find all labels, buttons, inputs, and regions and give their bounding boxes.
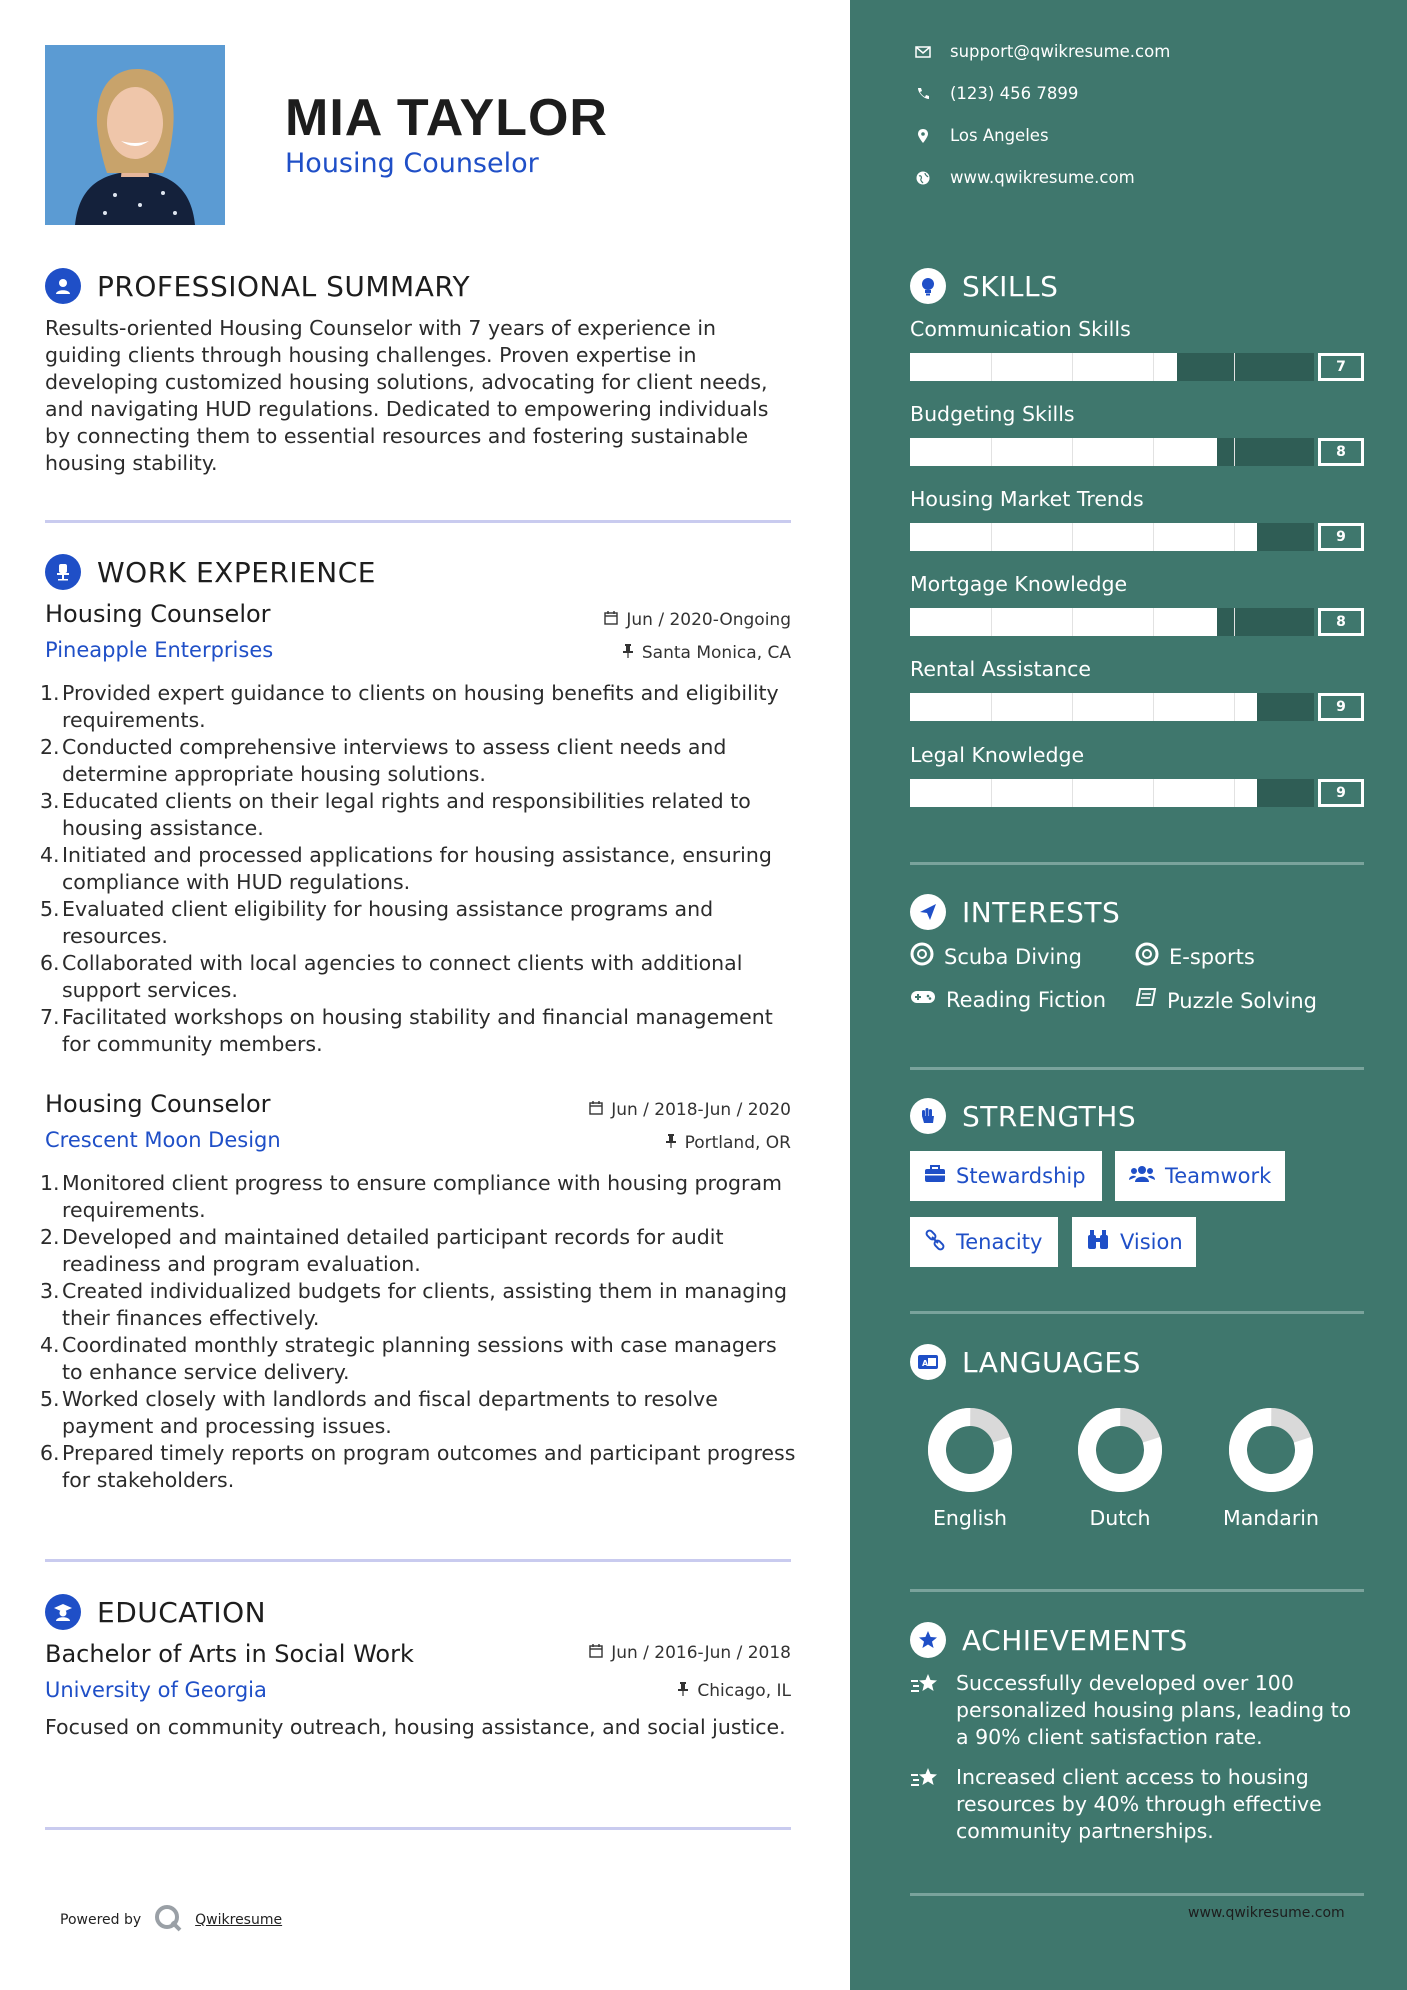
divider bbox=[45, 1559, 791, 1562]
globe-icon bbox=[910, 171, 936, 185]
paper-plane-icon bbox=[910, 894, 946, 930]
life-ring-icon bbox=[910, 942, 934, 971]
language-icon bbox=[910, 1344, 946, 1380]
skill-score: 9 bbox=[1318, 779, 1364, 807]
graduate-icon bbox=[45, 1594, 81, 1630]
language-ring bbox=[926, 1406, 1014, 1494]
svg-text:A: A bbox=[922, 1359, 929, 1368]
pin-icon bbox=[677, 1681, 689, 1701]
contact-website-text: www.qwikresume.com bbox=[950, 168, 1135, 187]
sidebar bbox=[850, 0, 1407, 1990]
contact-phone-text: (123) 456 7899 bbox=[950, 84, 1079, 103]
skill-bar-segment bbox=[1234, 779, 1235, 807]
calendar-icon bbox=[604, 610, 618, 630]
language-ring bbox=[1227, 1406, 1315, 1494]
users-icon bbox=[1129, 1164, 1155, 1189]
education-title: EDUCATION bbox=[97, 1595, 267, 1629]
skill-label: Mortgage Knowledge bbox=[910, 572, 1128, 596]
skills-heading bbox=[910, 268, 1058, 304]
language-item bbox=[1211, 1406, 1331, 1530]
book-icon bbox=[1135, 987, 1157, 1014]
contact-location bbox=[910, 126, 1049, 145]
skill-score: 7 bbox=[1318, 353, 1364, 381]
interest-item bbox=[1135, 987, 1317, 1014]
skill-bar-segment bbox=[1072, 779, 1073, 807]
skill-bar-segment bbox=[1234, 523, 1235, 551]
skill-bar bbox=[910, 779, 1314, 807]
achievement-text: Increased client access to housing resources by 40% through effective community partnerships. bbox=[956, 1765, 1322, 1843]
link-icon bbox=[924, 1229, 946, 1256]
work-heading bbox=[45, 554, 376, 590]
list-item: 3. Created individualized budgets for clients, assisting them in managing their finances effectively. bbox=[40, 1279, 788, 1330]
user-icon bbox=[45, 268, 81, 304]
skill-score: 9 bbox=[1318, 523, 1364, 551]
skill-bar-segment bbox=[991, 523, 992, 551]
school-name: University of Georgia bbox=[45, 1678, 267, 1702]
skill-bar-segment bbox=[1234, 693, 1235, 721]
fist-icon bbox=[910, 1098, 946, 1134]
skill-bar-fill bbox=[910, 523, 1257, 551]
shooting-star-icon bbox=[910, 1670, 956, 1751]
strength-label: Stewardship bbox=[956, 1164, 1086, 1188]
powered-by bbox=[60, 1903, 282, 1937]
language-item bbox=[1060, 1406, 1180, 1530]
skill-bar-segment bbox=[1072, 693, 1073, 721]
job-location-text: Portland, OR bbox=[684, 1133, 791, 1153]
briefcase-icon bbox=[924, 1164, 946, 1188]
contact-website[interactable] bbox=[910, 168, 1135, 187]
strength-tag bbox=[1115, 1151, 1285, 1201]
skill-bar-segment bbox=[1153, 693, 1154, 721]
binoculars-icon bbox=[1086, 1229, 1110, 1256]
skill-bar-fill bbox=[910, 779, 1257, 807]
list-item: 4. Coordinated monthly strategic planning sessions with case managers to enhance service delivery. bbox=[40, 1333, 777, 1384]
divider bbox=[910, 862, 1364, 865]
work-title: WORK EXPERIENCE bbox=[97, 555, 376, 589]
achievements-heading bbox=[910, 1622, 1188, 1658]
languages-heading bbox=[910, 1344, 1141, 1380]
contact-location-text: Los Angeles bbox=[950, 126, 1049, 145]
skill-bar bbox=[910, 608, 1314, 636]
gamepad-icon bbox=[910, 987, 936, 1012]
skill-score: 9 bbox=[1318, 693, 1364, 721]
skill-label: Rental Assistance bbox=[910, 657, 1091, 681]
summary-text: Results-oriented Housing Counselor with 7 years of experience in guiding clients through housing challenges. Proven expertise in developing customized housing solutions, advocating for client needs, and navigating HUD regulations. Dedicated to empowering individuals by connecting them to essential resources and fostering sustainable housing stability. bbox=[45, 316, 769, 475]
skill-bar-segment bbox=[1153, 779, 1154, 807]
degree-title: Bachelor of Arts in Social Work bbox=[45, 1640, 414, 1668]
list-item: 5. Worked closely with landlords and fiscal departments to resolve payment and processing issues. bbox=[40, 1387, 718, 1438]
education-dates-text: Jun / 2016-Jun / 2018 bbox=[611, 1643, 791, 1663]
job-dates-text: Jun / 2018-Jun / 2020 bbox=[611, 1100, 791, 1120]
list-item: 1. Monitored client progress to ensure compliance with housing program requirements. bbox=[40, 1171, 783, 1222]
skill-bar-fill bbox=[910, 438, 1217, 466]
skill-bar-segment bbox=[1072, 353, 1073, 381]
divider bbox=[910, 1067, 1364, 1070]
skill-bar-segment bbox=[1153, 353, 1154, 381]
strength-tag bbox=[910, 1151, 1102, 1201]
skill-label: Legal Knowledge bbox=[910, 743, 1085, 767]
job-company: Pineapple Enterprises bbox=[45, 638, 274, 662]
divider bbox=[910, 1311, 1364, 1314]
skill-bar-segment bbox=[1234, 438, 1235, 466]
education-heading bbox=[45, 1594, 266, 1630]
job-title: Housing Counselor bbox=[45, 600, 271, 628]
skill-bar bbox=[910, 693, 1314, 721]
skill-bar-fill bbox=[910, 353, 1177, 381]
skill-bar-segment bbox=[1153, 523, 1154, 551]
achievements-title: ACHIEVEMENTS bbox=[962, 1623, 1188, 1657]
skill-label: Housing Market Trends bbox=[910, 487, 1144, 511]
skill-label: Budgeting Skills bbox=[910, 402, 1075, 426]
job-duties-list bbox=[40, 680, 800, 1058]
skill-bar-segment bbox=[1072, 608, 1073, 636]
skill-bar-segment bbox=[1234, 353, 1235, 381]
job-company: Crescent Moon Design bbox=[45, 1128, 281, 1152]
profile-photo bbox=[45, 45, 225, 225]
strength-label: Teamwork bbox=[1165, 1164, 1272, 1188]
list-item: 1. Provided expert guidance to clients on housing benefits and eligibility requirements. bbox=[40, 681, 779, 732]
star-badge-icon bbox=[910, 1622, 946, 1658]
strengths-title: STRENGTHS bbox=[962, 1099, 1137, 1133]
divider bbox=[910, 1589, 1364, 1592]
language-label: English bbox=[932, 1506, 1008, 1530]
pin-icon bbox=[622, 643, 634, 663]
job-location bbox=[622, 643, 791, 663]
skill-bar-segment bbox=[1153, 608, 1154, 636]
phone-icon bbox=[910, 87, 936, 101]
skill-bar-segment bbox=[1072, 523, 1073, 551]
strengths-heading bbox=[910, 1098, 1136, 1134]
interest-label: Scuba Diving bbox=[944, 944, 1082, 969]
footer-website[interactable]: www.qwikresume.com bbox=[1188, 1905, 1345, 1921]
interest-label: Puzzle Solving bbox=[1167, 988, 1317, 1013]
interests-heading bbox=[910, 894, 1120, 930]
location-pin-icon bbox=[910, 129, 936, 143]
interests-title: INTERESTS bbox=[962, 895, 1121, 929]
job-dates-text: Jun / 2020-Ongoing bbox=[626, 610, 791, 630]
qwikresume-link[interactable]: Qwikresume bbox=[195, 1912, 283, 1928]
list-item: 6. Prepared timely reports on program outcomes and participant progress for stakeholders. bbox=[40, 1441, 796, 1492]
list-item: 7. Facilitated workshops on housing stability and financial management for community members. bbox=[40, 1005, 773, 1056]
chair-icon bbox=[45, 554, 81, 590]
list-item: 6. Collaborated with local agencies to connect clients with additional support services. bbox=[40, 951, 743, 1002]
interest-item bbox=[1135, 942, 1255, 971]
contact-email[interactable] bbox=[910, 42, 1170, 61]
education-location bbox=[677, 1681, 791, 1701]
skill-bar-segment bbox=[991, 693, 992, 721]
list-item: 3. Educated clients on their legal rights and responsibilities related to housing assistance. bbox=[40, 789, 751, 840]
list-item: 5. Evaluated client eligibility for housing assistance programs and resources. bbox=[40, 897, 714, 948]
calendar-icon bbox=[589, 1643, 603, 1663]
qwikresume-logo-icon bbox=[153, 1903, 183, 1937]
job-title: Housing Counselor bbox=[45, 1090, 271, 1118]
skill-label: Communication Skills bbox=[910, 317, 1131, 341]
summary-title: PROFESSIONAL SUMMARY bbox=[97, 269, 471, 303]
interest-label: Reading Fiction bbox=[946, 987, 1107, 1012]
strength-label: Vision bbox=[1120, 1230, 1183, 1254]
skill-bar-segment bbox=[991, 438, 992, 466]
candidate-name: MIA TAYLOR bbox=[285, 89, 608, 147]
powered-by-label: Powered by bbox=[60, 1912, 142, 1928]
envelope-icon bbox=[910, 46, 936, 58]
skill-bar-segment bbox=[991, 353, 992, 381]
language-label: Mandarin bbox=[1223, 1506, 1319, 1530]
education-text: Focused on community outreach, housing assistance, and social justice. bbox=[45, 1715, 786, 1739]
job-location-text: Santa Monica, CA bbox=[641, 643, 791, 663]
language-item bbox=[910, 1406, 1030, 1530]
achievement-text: Successfully developed over 100 personalized housing plans, leading to a 90% client satisfaction rate. bbox=[956, 1671, 1352, 1749]
language-ring bbox=[1076, 1406, 1164, 1494]
lightbulb-icon bbox=[910, 268, 946, 304]
education-dates bbox=[589, 1643, 791, 1663]
skill-bar bbox=[910, 523, 1314, 551]
skill-bar bbox=[910, 353, 1314, 381]
skill-bar-segment bbox=[1072, 438, 1073, 466]
job-location bbox=[665, 1133, 791, 1153]
strength-tag bbox=[910, 1217, 1058, 1267]
divider bbox=[910, 1893, 1364, 1896]
skill-bar-fill bbox=[910, 608, 1217, 636]
skill-bar-segment bbox=[1153, 438, 1154, 466]
interest-item bbox=[910, 942, 1082, 971]
skill-bar bbox=[910, 438, 1314, 466]
life-ring-icon bbox=[1135, 942, 1159, 971]
skill-score: 8 bbox=[1318, 438, 1364, 466]
skill-bar-segment bbox=[991, 779, 992, 807]
skill-bar-segment bbox=[991, 608, 992, 636]
contact-phone[interactable] bbox=[910, 84, 1078, 103]
contact-email-text: support@qwikresume.com bbox=[950, 42, 1171, 61]
interest-label: E-sports bbox=[1169, 944, 1255, 969]
strength-tag bbox=[1072, 1217, 1196, 1267]
divider bbox=[45, 1827, 791, 1830]
list-item: 2. Conducted comprehensive interviews to assess client needs and determine appropriate housing solutions. bbox=[40, 735, 727, 786]
shooting-star-icon bbox=[910, 1764, 956, 1845]
pin-icon bbox=[665, 1133, 677, 1153]
interest-item bbox=[910, 987, 1106, 1012]
education-location-text: Chicago, IL bbox=[697, 1681, 791, 1701]
skill-score: 8 bbox=[1318, 608, 1364, 636]
calendar-icon bbox=[589, 1100, 603, 1120]
skill-bar-segment bbox=[1234, 608, 1235, 636]
language-label: Dutch bbox=[1089, 1506, 1151, 1530]
strength-label: Tenacity bbox=[956, 1230, 1043, 1254]
candidate-role: Housing Counselor bbox=[285, 148, 539, 179]
job-duties-list bbox=[40, 1170, 800, 1494]
skill-bar-fill bbox=[910, 693, 1257, 721]
divider bbox=[45, 520, 791, 523]
job-dates bbox=[589, 1100, 791, 1120]
list-item: 4. Initiated and processed applications for housing assistance, ensuring compliance with HUD regulations. bbox=[40, 843, 772, 894]
summary-heading bbox=[45, 268, 470, 304]
languages-title: LANGUAGES bbox=[962, 1345, 1141, 1379]
skills-title: SKILLS bbox=[962, 269, 1059, 303]
job-dates bbox=[604, 610, 791, 630]
list-item: 2. Developed and maintained detailed participant records for audit readiness and program evaluation. bbox=[40, 1225, 724, 1276]
achievement-item bbox=[910, 1670, 1370, 1751]
achievement-item bbox=[910, 1764, 1370, 1845]
